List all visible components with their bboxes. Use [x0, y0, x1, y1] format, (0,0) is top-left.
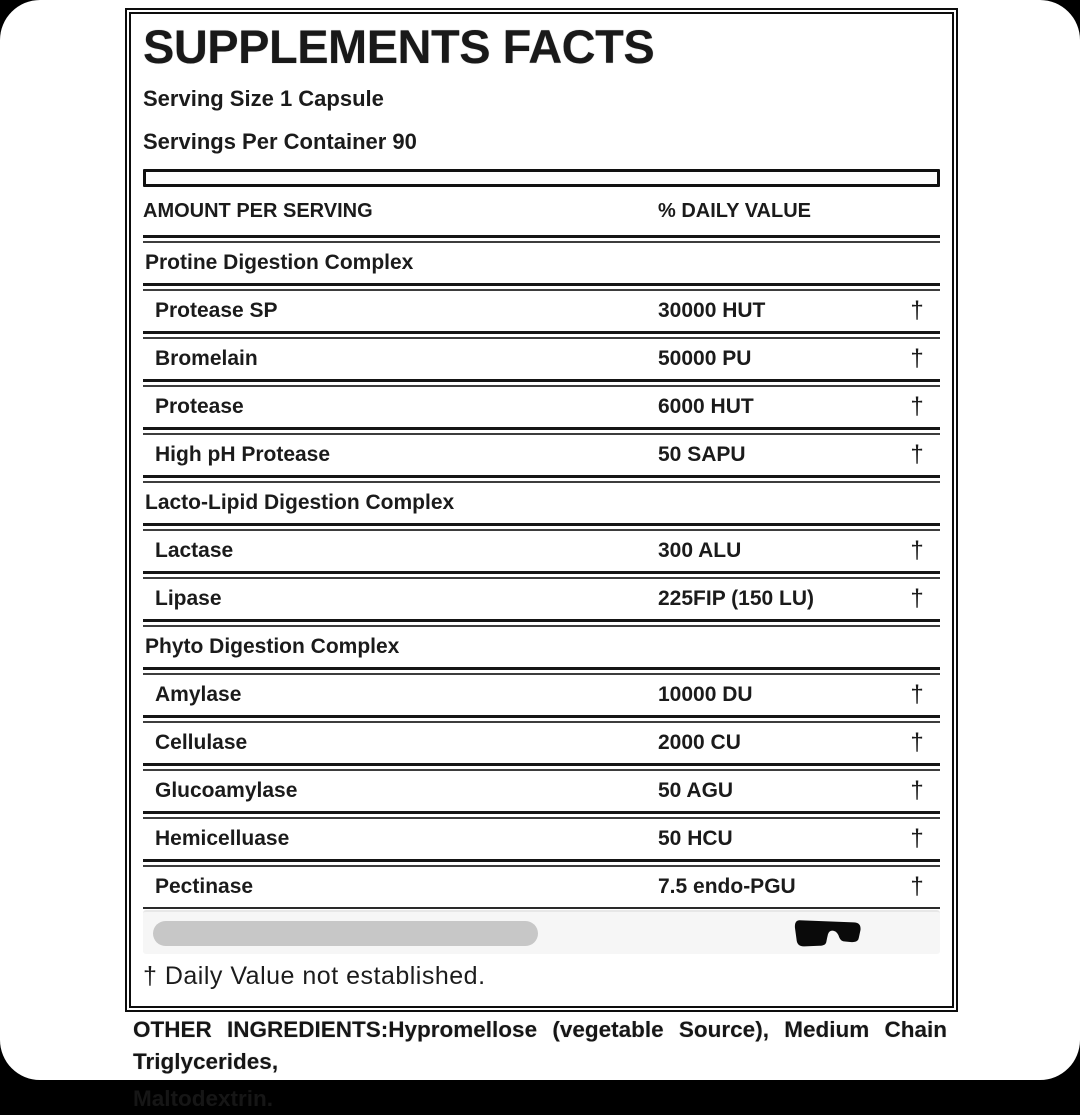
- row-divider: [143, 427, 940, 435]
- daily-value-dagger: †: [910, 345, 924, 373]
- row-divider: [143, 283, 940, 291]
- amount-per-serving-header: AMOUNT PER SERVING: [143, 199, 373, 222]
- ingredients-table: [143, 235, 940, 907]
- ingredient-row: [143, 723, 940, 763]
- ingredient-name: Protease SP: [155, 299, 278, 323]
- ingredient-row: [143, 291, 940, 331]
- daily-value-dagger: †: [910, 825, 924, 853]
- ingredient-amount: 50 AGU: [658, 779, 734, 803]
- ingredient-row: [143, 867, 940, 907]
- ingredient-row: [143, 819, 940, 859]
- ingredient-amount: 2000 CU: [658, 731, 741, 755]
- ingredient-row: [143, 675, 940, 715]
- row-divider: [143, 619, 940, 627]
- row-divider: [143, 859, 940, 867]
- supplement-facts-panel: [125, 8, 958, 1012]
- ingredient-row: [143, 771, 940, 811]
- ingredient-amount: 7.5 endo-PGU: [658, 875, 796, 899]
- row-divider: [143, 571, 940, 579]
- ingredient-row: [143, 339, 940, 379]
- other-ingredients-line-2: Maltodextrin.: [133, 1086, 274, 1111]
- row-divider: [143, 763, 940, 771]
- row-divider: [143, 715, 940, 723]
- ingredient-amount: 10000 DU: [658, 683, 753, 707]
- ink-blob: [791, 917, 865, 949]
- ingredient-name: High pH Protease: [155, 443, 331, 467]
- daily-value-dagger: †: [910, 441, 924, 469]
- ingredient-name: Glucoamylase: [155, 779, 298, 803]
- ingredient-name: Protease: [155, 395, 244, 419]
- daily-value-dagger: †: [910, 297, 924, 325]
- section-header: Lacto-Lipid Digestion Complex: [145, 491, 455, 515]
- ingredient-name: Lactase: [155, 539, 234, 563]
- ingredient-amount: 50 SAPU: [658, 443, 746, 467]
- panel-title: SUPPLEMENTS FACTS: [143, 20, 655, 73]
- ingredient-name: Pectinase: [155, 875, 254, 899]
- daily-value-dagger: †: [910, 729, 924, 757]
- daily-value-footnote: † Daily Value not established.: [143, 962, 486, 991]
- row-divider: [143, 379, 940, 387]
- daily-value-header: % DAILY VALUE: [658, 199, 811, 222]
- ingredient-amount: 300 ALU: [658, 539, 742, 563]
- section-header: Protine Digestion Complex: [145, 251, 414, 275]
- ingredient-row: [143, 531, 940, 571]
- ingredient-name: Bromelain: [155, 347, 258, 371]
- ingredient-name: Cellulase: [155, 731, 248, 755]
- ingredient-row: [143, 387, 940, 427]
- daily-value-dagger: †: [910, 393, 924, 421]
- ingredient-name: Hemicelluase: [155, 827, 290, 851]
- daily-value-dagger: †: [910, 585, 924, 613]
- daily-value-dagger: †: [910, 777, 924, 805]
- ingredient-amount: 50 HCU: [658, 827, 733, 851]
- bottom-divider: [143, 907, 940, 909]
- row-divider: [143, 523, 940, 531]
- ingredient-amount: 30000 HUT: [658, 299, 766, 323]
- other-ingredients-text: [133, 1014, 947, 1115]
- row-divider: [143, 331, 940, 339]
- row-divider: [143, 811, 940, 819]
- section-header: Phyto Digestion Complex: [145, 635, 400, 659]
- row-divider: [143, 667, 940, 675]
- servings-per-container-text: Servings Per Container 90: [143, 129, 417, 155]
- daily-value-dagger: †: [910, 681, 924, 709]
- daily-value-dagger: †: [910, 873, 924, 901]
- other-ingredients-line-1: OTHER INGREDIENTS:Hypromellose (vegetable Source), Medium Chain Triglycerides,: [133, 1017, 947, 1074]
- redaction-highlight: [153, 921, 538, 946]
- ingredient-row: [143, 579, 940, 619]
- divider-bar: [143, 169, 940, 187]
- daily-value-dagger: †: [910, 537, 924, 565]
- ingredient-amount: 6000 HUT: [658, 395, 754, 419]
- redacted-row: [143, 910, 940, 954]
- row-divider: [143, 475, 940, 483]
- table-column-header: [143, 187, 940, 235]
- ingredient-name: Amylase: [155, 683, 242, 707]
- ingredient-amount: 50000 PU: [658, 347, 752, 371]
- serving-size-text: Serving Size 1 Capsule: [143, 86, 384, 112]
- ingredient-name: Lipase: [155, 587, 222, 611]
- row-divider: [143, 235, 940, 243]
- ingredient-amount: 225FIP (150 LU): [658, 587, 815, 611]
- supplement-facts-inner-border: [129, 12, 954, 1008]
- ingredient-row: [143, 435, 940, 475]
